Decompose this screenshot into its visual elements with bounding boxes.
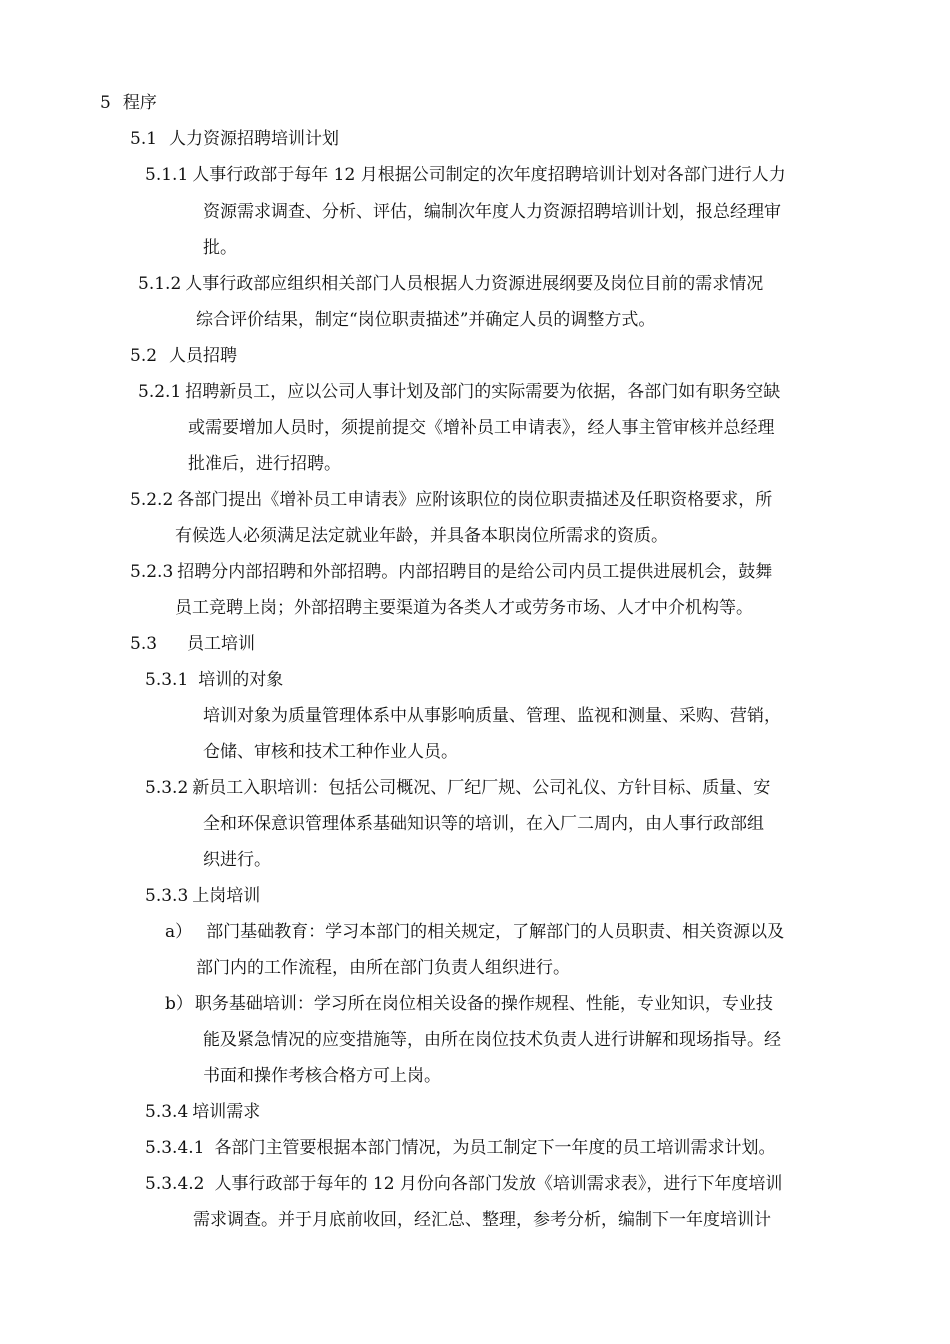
clause-number: 5.2.1 xyxy=(138,382,182,402)
paragraph-line xyxy=(145,1137,775,1159)
clause-number: 5.3.4.2 xyxy=(145,1174,205,1194)
paragraph-line xyxy=(175,597,753,619)
paragraph-line xyxy=(145,777,770,799)
paragraph-line xyxy=(203,201,781,223)
paragraph-text: 人事行政部应组织相关部门人员根据人力资源进展纲要及岗位目前的需求情况 xyxy=(185,274,764,294)
paragraph-text: 新员工入职培训：包括公司概况、厂纪厂规、公司礼仪、方针目标、质量、安 xyxy=(192,778,771,798)
paragraph-line xyxy=(196,309,655,331)
paragraph-text: 员工竞聘上岗；外部招聘主要渠道为各类人才或劳务市场、人才中介机构等。 xyxy=(175,598,753,618)
clause-number: 5.3.2 xyxy=(145,778,189,798)
paragraph-line xyxy=(188,453,341,475)
paragraph-text: 招聘新员工，应以公司人事计划及部门的实际需要为依据，各部门如有职务空缺 xyxy=(185,382,781,402)
subsection-heading xyxy=(130,345,237,367)
paragraph-text: 能及紧急情况的应变措施等，由所在岗位技术负责人进行讲解和现场指导。经 xyxy=(203,1030,781,1050)
paragraph-text: 人事行政部于每年 12 月根据公司制定的次年度招聘培训计划对各部门进行人力 xyxy=(192,165,786,185)
paragraph-line xyxy=(196,957,570,979)
paragraph-text: 批准后，进行招聘。 xyxy=(188,454,341,474)
paragraph-line xyxy=(193,1209,771,1231)
paragraph-text: 上岗培训 xyxy=(192,886,261,906)
paragraph-line xyxy=(138,381,780,403)
clause-number: 5.1.1 xyxy=(145,165,189,185)
paragraph-line xyxy=(145,1173,782,1195)
paragraph-text: 部门基础教育：学习本部门的相关规定，了解部门的人员职责、相关资源以及 xyxy=(206,922,785,942)
paragraph-line xyxy=(138,273,763,295)
paragraph-text: 各部门提出《增补员工申请表》应附该职位的岗位职责描述及任职资格要求，所 xyxy=(177,490,773,510)
clause-number: 5.3.4 xyxy=(145,1102,189,1122)
subsection-title: 人员招聘 xyxy=(169,346,238,366)
subsection-title: 员工培训 xyxy=(187,634,256,654)
section-heading xyxy=(100,92,157,114)
paragraph-text: 职务基础培训：学习所在岗位相关设备的操作规程、性能，专业知识，专业技 xyxy=(194,994,773,1014)
paragraph-line xyxy=(203,849,271,871)
paragraph-line xyxy=(130,489,772,511)
section-number: 5 xyxy=(100,93,111,113)
subsection-heading xyxy=(130,128,339,150)
paragraph-line xyxy=(145,1101,260,1123)
clause-number: 5.2.2 xyxy=(130,490,174,510)
paragraph-text: 人事行政部于每年的 12 月份向各部门发放《培训需求表》，进行下年度培训 xyxy=(214,1174,783,1194)
paragraph-line xyxy=(203,813,764,835)
paragraph-text: 批。 xyxy=(203,238,237,258)
paragraph-text: 织进行。 xyxy=(203,850,271,870)
paragraph-text: 或需要增加人员时，须提前提交《增补员工申请表》，经人事主管审核并总经理 xyxy=(188,418,775,438)
paragraph-text: 需求调查。并于月底前收回，经汇总、整理，参考分析，编制下一年度培训计 xyxy=(193,1210,771,1230)
paragraph-line xyxy=(203,237,237,259)
paragraph-line xyxy=(130,561,772,583)
paragraph-line xyxy=(188,417,775,439)
subsection-number: 5.2 xyxy=(130,346,158,366)
paragraph-line xyxy=(175,525,668,547)
paragraph-text: 全和环保意识管理体系基础知识等的培训，在入厂二周内，由人事行政部组 xyxy=(203,814,764,834)
paragraph-line xyxy=(145,885,260,907)
list-marker: b） xyxy=(165,994,193,1014)
paragraph-line xyxy=(203,741,458,763)
paragraph-text: 有候选人必须满足法定就业年龄，并具备本职岗位所需求的资质。 xyxy=(175,526,668,546)
paragraph-line xyxy=(145,164,786,186)
paragraph-text: 书面和操作考核合格方可上岗。 xyxy=(203,1066,441,1086)
paragraph-line xyxy=(145,669,283,691)
subsection-number: 5.1 xyxy=(130,129,158,149)
paragraph-text: 各部门主管要根据本部门情况，为员工制定下一年度的员工培训需求计划。 xyxy=(214,1138,776,1158)
list-marker: a） xyxy=(165,922,193,942)
paragraph-text: 综合评价结果，制定“岗位职责描述”并确定人员的调整方式。 xyxy=(196,310,656,330)
list-item xyxy=(165,993,773,1015)
subsection-heading xyxy=(130,633,255,655)
paragraph-line xyxy=(203,1065,441,1087)
paragraph-text: 招聘分内部招聘和外部招聘。内部招聘目的是给公司内员工提供进展机会，鼓舞 xyxy=(177,562,773,582)
clause-number: 5.3.3 xyxy=(145,886,189,906)
paragraph-text: 培训对象为质量管理体系中从事影响质量、管理、监视和测量、采购、营销， xyxy=(203,706,781,726)
list-item xyxy=(165,921,784,943)
subsection-title: 人力资源招聘培训计划 xyxy=(169,129,340,149)
subsection-number: 5.3 xyxy=(130,634,158,654)
clause-number: 5.1.2 xyxy=(138,274,182,294)
clause-number: 5.3.1 xyxy=(145,670,189,690)
clause-number: 5.3.4.1 xyxy=(145,1138,205,1158)
paragraph-text: 部门内的工作流程，由所在部门负责人组织进行。 xyxy=(196,958,570,978)
paragraph-line xyxy=(203,1029,781,1051)
paragraph-line xyxy=(203,705,781,727)
clause-number: 5.2.3 xyxy=(130,562,174,582)
paragraph-text: 资源需求调查、分析、评估，编制次年度人力资源招聘培训计划，报总经理审 xyxy=(203,202,781,222)
section-title: 程序 xyxy=(122,93,157,113)
paragraph-text: 培训的对象 xyxy=(198,670,284,690)
paragraph-text: 培训需求 xyxy=(192,1102,261,1122)
paragraph-text: 仓储、审核和技术工种作业人员。 xyxy=(203,742,458,762)
